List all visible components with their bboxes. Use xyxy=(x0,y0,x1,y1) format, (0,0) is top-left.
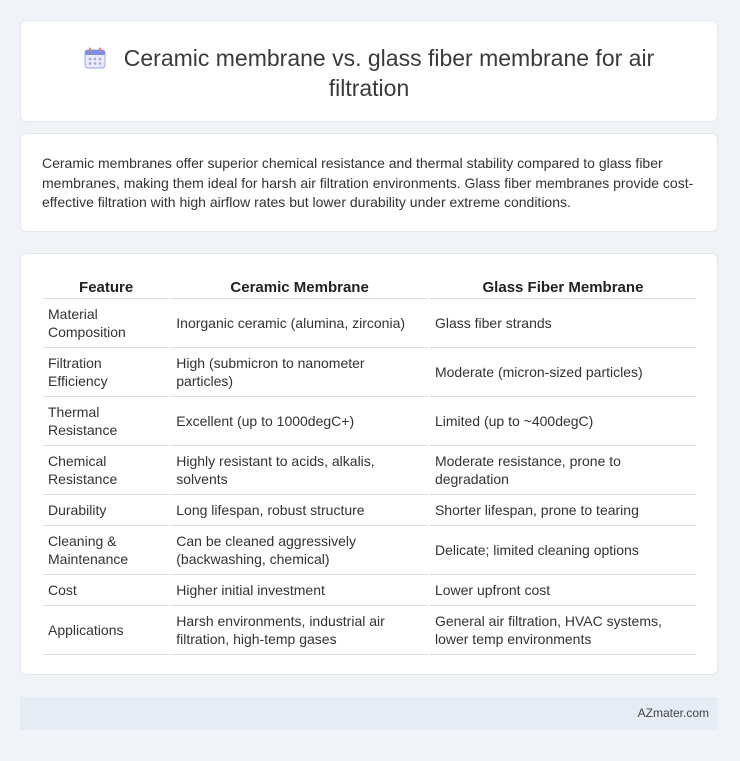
summary-text: Ceramic membranes offer superior chemical resistance and thermal stability compared to glass fiber membranes, making them ideal for harsh air filtration environments. Glass fiber membranes provide cost-effective filtration with high airflow rates but lower durability under extreme conditions. xyxy=(42,155,694,210)
header-feature: Feature xyxy=(43,276,169,299)
comparison-table xyxy=(41,276,698,655)
table-row xyxy=(43,575,696,606)
ceramic-cell: Inorganic ceramic (alumina, zirconia) xyxy=(171,299,428,348)
comparison-table-card xyxy=(20,253,718,675)
ceramic-cell: Highly resistant to acids, alkalis, solvents xyxy=(171,446,428,495)
glass-fiber-cell: Moderate (micron-sized particles) xyxy=(430,348,696,397)
table-row xyxy=(43,526,696,575)
table-header-row xyxy=(43,276,696,299)
table-row xyxy=(43,495,696,526)
ceramic-cell: Harsh environments, industrial air filtration, high-temp gases xyxy=(171,606,428,655)
feature-cell: Durability xyxy=(43,495,169,526)
feature-cell: Thermal Resistance xyxy=(43,397,169,446)
table-row xyxy=(43,397,696,446)
feature-cell: Chemical Resistance xyxy=(43,446,169,495)
feature-cell: Cleaning & Maintenance xyxy=(43,526,169,575)
ceramic-cell: High (submicron to nanometer particles) xyxy=(171,348,428,397)
ceramic-cell: Long lifespan, robust structure xyxy=(171,495,428,526)
footer-bar xyxy=(20,697,718,730)
feature-cell: Material Composition xyxy=(43,299,169,348)
summary-card xyxy=(20,133,718,232)
ceramic-cell: Excellent (up to 1000degC+) xyxy=(171,397,428,446)
header-ceramic: Ceramic Membrane xyxy=(171,276,428,299)
table-row xyxy=(43,446,696,495)
page-title: Ceramic membrane vs. glass fiber membrane for air filtration xyxy=(123,45,655,101)
footer-brand: AZmater.com xyxy=(637,706,709,720)
table-row xyxy=(43,348,696,397)
ceramic-cell: Can be cleaned aggressively (backwashing, chemical) xyxy=(171,526,428,575)
title-card xyxy=(20,20,718,122)
glass-fiber-cell: Delicate; limited cleaning options xyxy=(430,526,696,575)
feature-cell: Applications xyxy=(43,606,169,655)
table-row xyxy=(43,299,696,348)
glass-fiber-cell: Limited (up to ~400degC) xyxy=(430,397,696,446)
feature-cell: Filtration Efficiency xyxy=(43,348,169,397)
glass-fiber-cell: Shorter lifespan, prone to tearing xyxy=(430,495,696,526)
glass-fiber-cell: Glass fiber strands xyxy=(430,299,696,348)
ceramic-cell: Higher initial investment xyxy=(171,575,428,606)
glass-fiber-cell: General air filtration, HVAC systems, lower temp environments xyxy=(430,606,696,655)
table-row xyxy=(43,606,696,655)
glass-fiber-cell: Moderate resistance, prone to degradation xyxy=(430,446,696,495)
feature-cell: Cost xyxy=(43,575,169,606)
glass-fiber-cell: Lower upfront cost xyxy=(430,575,696,606)
calendar-icon xyxy=(84,46,106,68)
page-title-wrap xyxy=(61,43,677,103)
header-glass-fiber: Glass Fiber Membrane xyxy=(430,276,696,299)
